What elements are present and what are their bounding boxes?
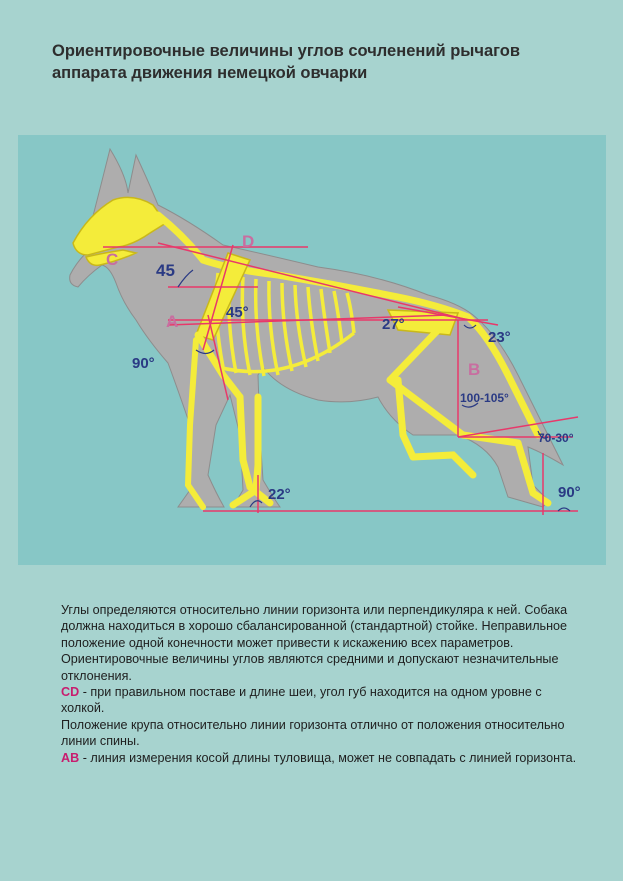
paragraph-cd xyxy=(39,684,587,717)
angle-label-front-pastern: 22° xyxy=(268,486,291,503)
title-line-1: Ориентировочные величины углов сочленений рычагов xyxy=(52,42,521,60)
paragraph-cd-text: - при правильном поставе и длине шеи, угол губ находится на одном уровне с холкой. xyxy=(61,685,542,716)
angle-label-shoulder: 45° xyxy=(226,304,249,321)
angle-label-shoulder-joint: 90° xyxy=(132,355,155,372)
key-cd: CD xyxy=(61,685,80,700)
title-line-2: аппарата движения немецкой овчарки xyxy=(52,64,368,82)
point-label-d: D xyxy=(242,232,255,251)
angle-label-hock: 70-30° xyxy=(538,431,574,445)
dog-skeleton-diagram xyxy=(18,135,606,565)
paragraph-angles: Углы определяются относительно линии горизонта или перпендикуляра к ней. Собака должна находиться в хорошо сбалансированной (стандартной) стойке. Неправильное положение одной конечности может привести к искажению всех параметров. Ориентировочные величины углов являются средними и допускают незначительные отклонения. xyxy=(61,603,568,683)
paragraph-croup: Положение крупа относительно линии горизонта отлично от положения относительно линии спины. xyxy=(61,717,565,749)
point-label-c: C xyxy=(106,250,119,269)
diagram-panel xyxy=(18,135,606,565)
key-ab: AB xyxy=(61,750,80,765)
description-text xyxy=(39,602,587,766)
angle-label-rear-pastern: 90° xyxy=(558,484,581,501)
paragraph-ab-text: - линия измерения косой длины туловища, может не совпадать с линией горизонта. xyxy=(79,750,577,765)
angle-label-stifle: 100-105° xyxy=(460,391,509,405)
paragraph-ab xyxy=(39,750,587,766)
angle-label-neck: 45 xyxy=(156,261,175,280)
point-label-a: A xyxy=(166,312,179,331)
point-label-b: B xyxy=(468,360,481,379)
angle-label-pelvis: 27° xyxy=(382,316,405,333)
page-title xyxy=(52,40,597,84)
angle-label-croup: 23° xyxy=(488,329,511,346)
